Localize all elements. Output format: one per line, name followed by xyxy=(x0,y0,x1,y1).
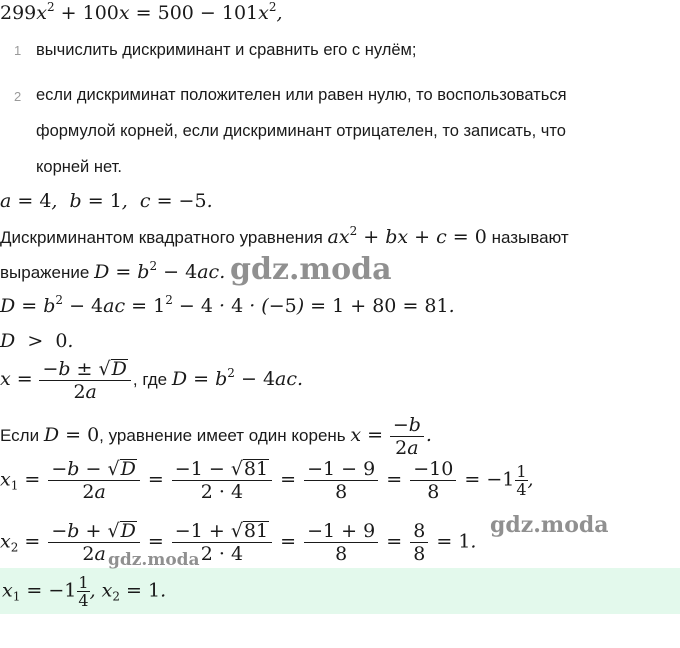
step-text-line: формулой корней, если дискриминант отрицателен, то записать, что xyxy=(36,122,566,140)
equation-line: $299x^2 + 100x = 500 - 101x^2$, xyxy=(0,0,283,24)
roots-formula: x = $\frac{-b \pm √D}{2a}$ , где $D = b^2 - 4ac$. xyxy=(0,358,304,403)
definition-suffix: называют xyxy=(491,228,569,247)
coefficients-line: a = 4, b = 1, c = −5. xyxy=(0,190,213,212)
step-number: 2 xyxy=(14,89,22,104)
watermark: gdz.moda xyxy=(490,512,609,538)
answer-text: $x_1 = -1$ $\frac{1}{4}$ , $x_2 = 1$. xyxy=(2,573,167,610)
one-root-prefix: Если xyxy=(0,425,40,445)
watermark: gdz.moda xyxy=(108,550,200,570)
step-text-line: корней нет. xyxy=(36,158,122,176)
one-root-line: Если D = 0, уравнение имеет один корень x = $\frac{-b}{2a}$ . xyxy=(0,414,432,459)
definition-line: Дискриминантом квадратного уравнения $ax^2$ + bx + c = 0 называют xyxy=(0,224,569,248)
definition-line2-prefix: выражение xyxy=(0,263,90,282)
discriminant-compare: D > 0. xyxy=(0,330,74,352)
discriminant-calc: $D = b^2 - 4ac = 1^2 - 4 \cdot 4 \cdot (-5) = 1 + 80 = 81$. xyxy=(0,293,455,317)
definition-prefix: Дискриминантом квадратного уравнения xyxy=(0,228,323,247)
one-root-middle: , уравнение имеет один корень xyxy=(99,425,346,445)
x1-calc: $x_1$ = $\frac{-b - √D}{2a}$ = $\frac{-1 - √81}{2 \cdot 4}$ = $\frac{-1 - 9}{8}$ = $\frac{-10}{8}$ = −1 $\frac{1}{4}$ , xyxy=(0,458,534,503)
step-number: 1 xyxy=(14,43,22,58)
step-text-line: если дискриминат положителен или равен нулю, то воспользоваться xyxy=(36,86,567,104)
x2-calc: $x_2$ = $\frac{-b + √D}{2a}$ = $\frac{-1 + √81}{2 \cdot 4}$ = $\frac{-1 + 9}{8}$ = $\frac{8}{8}$ = 1. xyxy=(0,520,477,565)
answer-box xyxy=(0,568,680,614)
step-text: вычислить дискриминант и сравнить его с нулём; xyxy=(36,41,417,59)
watermark: gdz.moda xyxy=(230,252,392,287)
definition-line-2: выражение $D = b^2 - 4ac$. xyxy=(0,259,226,283)
roots-formula-label: , где xyxy=(132,369,168,389)
